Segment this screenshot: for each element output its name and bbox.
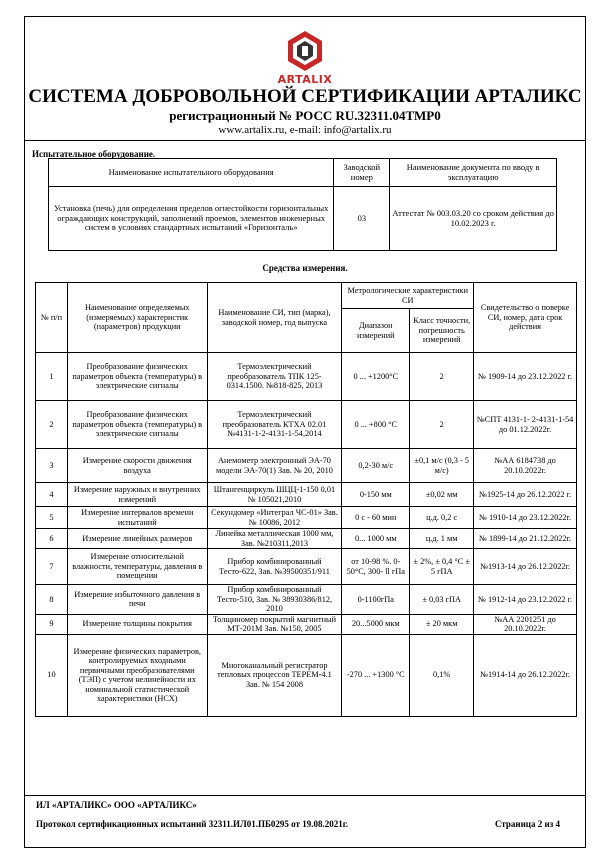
table-row xyxy=(36,549,577,585)
cell-num: 1 xyxy=(36,353,68,401)
logo-text: ARTALIX xyxy=(277,73,333,86)
cell-cert: №1913-14 до 26.12.2022г. xyxy=(474,549,577,585)
cell-num: 6 xyxy=(36,529,68,549)
footer-org: ИЛ «АРТАЛИКС» ООО «АРТАЛИКС» xyxy=(36,800,197,810)
cell-num: 8 xyxy=(36,585,68,615)
cell-cert: № 1909-14 до 23.12.2022 г. xyxy=(474,353,577,401)
cell-param: Преобразование физических параметров объекта (температуры) в электрические сигналы xyxy=(67,353,207,401)
cell-range: -270 ... +1300 °С xyxy=(342,634,410,716)
table-row xyxy=(36,614,577,634)
cell-range: 0-1100гПа xyxy=(342,585,410,615)
measuring-table xyxy=(35,282,577,717)
equipment-section-title: Испытательное оборудование. xyxy=(32,149,156,159)
cell-accuracy: ц.д. 1 мм xyxy=(410,529,474,549)
equipment-header-document: Наименование документа по вводу в эксплуатацию xyxy=(390,159,557,187)
cell-cert: №АА 6184738 до 20.10.2022г. xyxy=(474,449,577,483)
header-param: Наименование определяемых (измеряемых) характеристик (параметров) продукции xyxy=(67,283,207,353)
cell-range: 0 ... +1200°С xyxy=(342,353,410,401)
cell-num: 4 xyxy=(36,483,68,507)
cell-instrument: Многоканальный регистратор тепловых процессов ТЕРЕМ-4.1 Зав. № 154 2008 xyxy=(207,634,342,716)
artalix-logo-icon xyxy=(285,30,325,74)
cell-accuracy: 2 xyxy=(410,401,474,449)
cell-accuracy: ±0,02 мм xyxy=(410,483,474,507)
cell-range: 0 ... +800 °С xyxy=(342,401,410,449)
contacts: www.artalix.ru, e-mail: info@artalix.ru xyxy=(218,124,392,136)
cell-param: Измерение линейных размеров xyxy=(67,529,207,549)
cell-instrument: Толщиномер покрытий магнитный МТ-201М Зав. №150, 2005 xyxy=(207,614,342,634)
cell-range: 0... 1000 мм xyxy=(342,529,410,549)
table-row xyxy=(36,507,577,529)
cell-param: Измерение относительной влажности, температуры, давления в помещении xyxy=(67,549,207,585)
cell-accuracy: ±0,1 м/с (0,3 - 5 м/с) xyxy=(410,449,474,483)
cell-num: 9 xyxy=(36,614,68,634)
cell-cert: №1925-14 до 26.12.2022 г. xyxy=(474,483,577,507)
header-range: Диапазон измерений xyxy=(342,309,410,353)
cell-instrument: Штангенциркуль ШЦЦ-1-150 0,01 № 105021,2010 xyxy=(207,483,342,507)
cell-instrument: Прибор комбинированный Тесто-622, Зав. №39500351/911 xyxy=(207,549,342,585)
header-cert: Свидетельство о поверке СИ, номер, дата срок действия xyxy=(474,283,577,353)
header-instrument: Наименование СИ, тип (марка), заводской номер, год выпуска xyxy=(207,283,342,353)
cell-num: 10 xyxy=(36,634,68,716)
cell-instrument: Термоэлектрический преобразователь ТПК 125-0314.1500. №818-825, 2013 xyxy=(207,353,342,401)
header-num: № п/п xyxy=(36,283,68,353)
cell-instrument: Прибор комбинированный Тесто-510, Зав. № 38930386/812, 2010 xyxy=(207,585,342,615)
page-title: СИСТЕМА ДОБРОВОЛЬНОЙ СЕРТИФИКАЦИИ АРТАЛИКС xyxy=(28,86,582,107)
cell-num: 7 xyxy=(36,549,68,585)
cell-num: 3 xyxy=(36,449,68,483)
cell-param: Измерение избыточного давления в печи xyxy=(67,585,207,615)
table-row xyxy=(36,449,577,483)
cell-cert: №АА 2201251 до 20.10.2022г. xyxy=(474,614,577,634)
header-accuracy: Класс точности, погрешность измерений xyxy=(410,309,474,353)
cell-accuracy: 0,1% xyxy=(410,634,474,716)
header-divider xyxy=(24,140,586,141)
cell-cert: № 1899-14 до 21.12.2022г. xyxy=(474,529,577,549)
cell-accuracy: ± 20 мкм xyxy=(410,614,474,634)
cell-accuracy: ± 0,03 гПА xyxy=(410,585,474,615)
cell-cert: №1914-14 до 26.12.2022г. xyxy=(474,634,577,716)
page-number: Страница 2 из 4 xyxy=(494,819,560,829)
cell-param: Измерение интервалов времени испытаний xyxy=(67,507,207,529)
equipment-table xyxy=(48,158,557,251)
header-metro: Метрологические характеристики СИ xyxy=(342,283,474,309)
cell-param: Измерение скорости движения воздуха xyxy=(67,449,207,483)
equipment-header-name: Наименование испытательного оборудования xyxy=(49,159,334,187)
registration-number: регистрационный № РОСС RU.32311.04ТМР0 xyxy=(169,108,441,123)
measuring-section-title: Средства измерения. xyxy=(262,263,348,273)
cell-param: Измерение наружных и внутренних измерений xyxy=(67,483,207,507)
cell-range: 0 с - 60 мин xyxy=(342,507,410,529)
equipment-name: Установка (печь) для определения пределов огнестойкости горизонтальных ограждающих конструкций, заполнений проемов, элементов инженерных систем в условиях стандартных испытаний «Горизонталь» xyxy=(49,187,334,251)
table-row xyxy=(36,353,577,401)
cell-accuracy: ц.д. 0,2 с xyxy=(410,507,474,529)
equipment-header-number: Заводской номер xyxy=(334,159,390,187)
cell-param: Измерение толщины покрытия xyxy=(67,614,207,634)
cell-cert: № 1912-14 до 23.12.2022 г. xyxy=(474,585,577,615)
table-row xyxy=(36,401,577,449)
cell-instrument: Секундомер «Интеграл ЧС-01» Зав. № 10086, 2012 xyxy=(207,507,342,529)
equipment-document: Аттестат № 003.03.20 со сроком действия до 10.02.2023 г. xyxy=(390,187,557,251)
cell-param: Измерение физических параметров, контролируемых входными первичными преобразователями (ТЭП) с учетом нелинейности их номинальной статистической характеристики (НСХ) xyxy=(67,634,207,716)
cell-range: от 10-98 %. 0-50°С, 300- ll гПа xyxy=(342,549,410,585)
footer-divider xyxy=(24,795,586,796)
cell-instrument: Анемометр электронный ЭА-70 модели ЭА-70(1) Зав. № 20, 2010 xyxy=(207,449,342,483)
table-row xyxy=(36,634,577,716)
cell-range: 0,2-30 м/с xyxy=(342,449,410,483)
cell-range: 0-150 мм xyxy=(342,483,410,507)
cell-range: 20...5000 мкм xyxy=(342,614,410,634)
cell-cert: №СПТ 4131-1- 2-4131-1-54 до 01.12.2022г. xyxy=(474,401,577,449)
cell-instrument: Термоэлектрический преобразователь КТХА 02.01 №4131-1-2-4131-1-54,2014 xyxy=(207,401,342,449)
footer-protocol: Протокол сертификационных испытаний 32311.ИЛ01.ПБ0295 от 19.08.2021г. xyxy=(36,819,349,829)
cell-num: 2 xyxy=(36,401,68,449)
table-row xyxy=(36,483,577,507)
equipment-number: 03 xyxy=(334,187,390,251)
cell-accuracy: ± 2%, ± 0,4 °С ± 5 гПА xyxy=(410,549,474,585)
cell-param: Преобразование физических параметров объекта (температуры) в электрические сигналы xyxy=(67,401,207,449)
cell-num: 5 xyxy=(36,507,68,529)
cell-instrument: Линейка металлическая 1000 мм, Зав. №210311,2013 xyxy=(207,529,342,549)
table-row xyxy=(36,585,577,615)
cell-accuracy: 2 xyxy=(410,353,474,401)
cell-cert: № 1910-14 до 23.12.2022г. xyxy=(474,507,577,529)
table-row xyxy=(36,529,577,549)
